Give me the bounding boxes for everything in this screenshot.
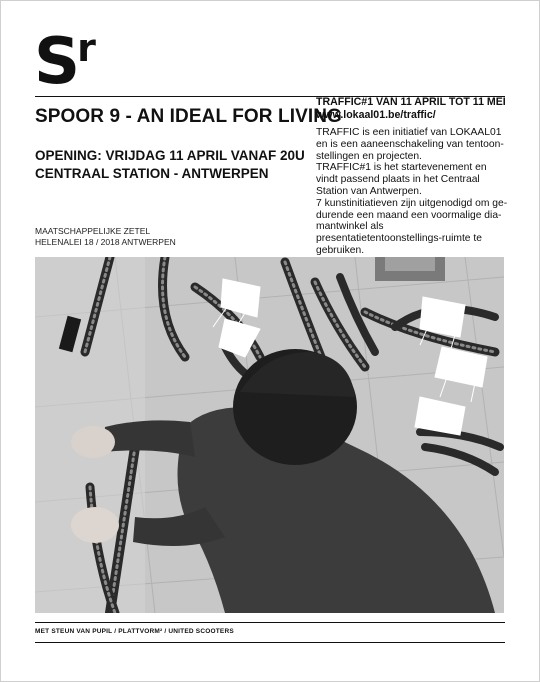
opening-info xyxy=(35,147,305,183)
poster-title: SPOOR 9 - AN IDEAL FOR LIVING xyxy=(35,106,342,127)
opening-line-1: OPENING: VRIJDAG 11 APRIL VANAF 20U xyxy=(35,148,305,163)
traffic-dates: TRAFFIC#1 VAN 11 APRIL TOT 11 MEI xyxy=(316,96,506,108)
zetel-line-2: HELENALEI 18 / 2018 ANTWERPEN xyxy=(35,237,176,247)
middle-rule xyxy=(35,622,505,623)
traffic-heading xyxy=(316,96,516,122)
traffic-paragraph-2: TRAFFIC#1 is het startevenement en vindt passend plaats in het Centraal Station van Antwerpen. xyxy=(316,162,487,197)
sr-logo xyxy=(34,25,96,99)
traffic-description xyxy=(316,127,508,257)
traffic-url: www.lokaal01.be/traffic/ xyxy=(316,109,436,121)
opening-line-2: CENTRAAL STATION - ANTWERPEN xyxy=(35,166,269,181)
logo-letter-r: r xyxy=(77,26,96,70)
logo-letter-s: S xyxy=(34,25,79,99)
sponsors-line: MET STEUN VAN PUPIL / PLATTVORM² / UNITED SCOOTERS xyxy=(35,628,234,635)
bottom-rule xyxy=(35,642,505,643)
photo-child-with-train-tracks xyxy=(35,257,504,613)
photo-illustration xyxy=(35,257,504,613)
traffic-paragraph-3: 7 kunstinitiatieven zijn uitgenodigd om ge-durende een maand een voormalige dia-mantwinkel als presentatietentoonstellings-ruimte te gebruiken. xyxy=(316,197,508,256)
registered-office xyxy=(35,226,176,248)
traffic-paragraph-1: TRAFFIC is een initiatief van LOKAAL01 en is een aaneenschakeling van tentoon-stellingen en projecten. xyxy=(316,127,504,162)
zetel-line-1: MAATSCHAPPELIJKE ZETEL xyxy=(35,226,151,236)
